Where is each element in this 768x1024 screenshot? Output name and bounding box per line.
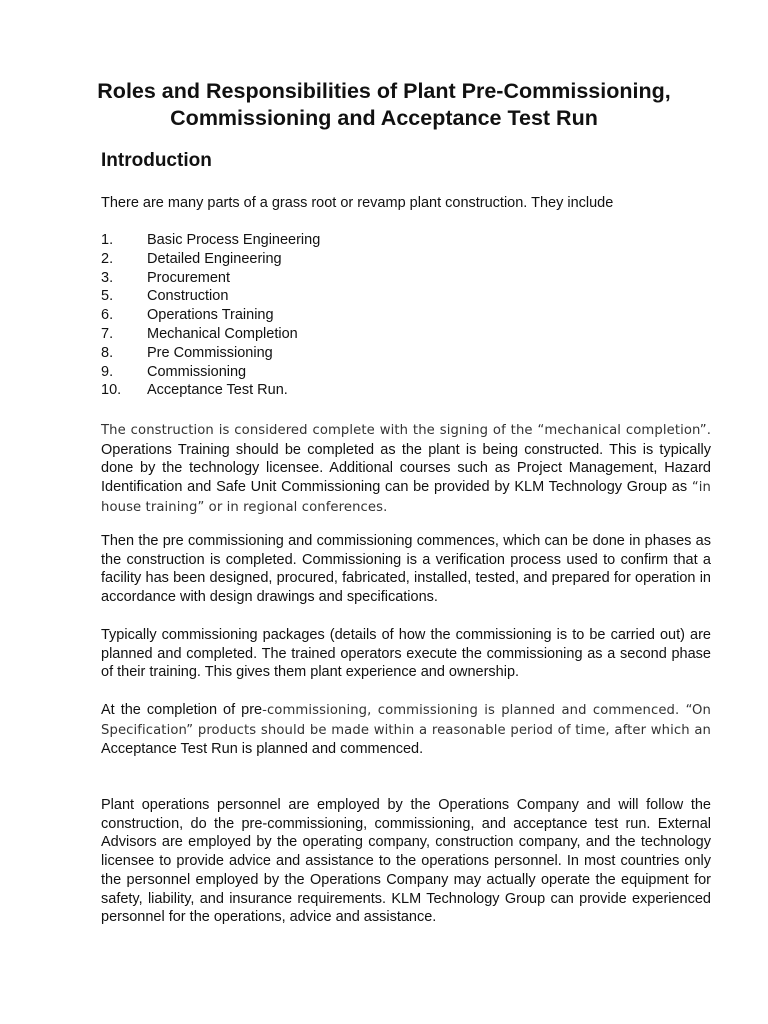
paragraph-commissioning-process: Then the pre commissioning and commissioning commences, which can be done in phases as the construction is completed. Commissioning is a verification process used to confirm that a facility has been designed, procured, fabricated, installed, tested, and prepared for operation in accordance with design drawings and specifications. xyxy=(101,533,711,606)
list-item-number: 10. xyxy=(101,382,122,399)
section-heading-introduction: Introduction xyxy=(101,150,212,171)
paragraph-segment: “in house training” or in regional conferences. xyxy=(101,480,711,515)
paragraph-commissioning-packages: Typically commissioning packages (details of how the commissioning is to be carried out) are planned and completed. The trained operators execute the commissioning as a second phase of their training. This gives them plant experience and ownership. xyxy=(101,627,711,681)
list-item xyxy=(101,250,711,269)
list-item-number: 2. xyxy=(101,250,114,267)
construction-parts-list xyxy=(101,231,711,400)
list-item-number: 8. xyxy=(101,344,114,361)
list-item xyxy=(101,287,711,306)
list-item-number: 6. xyxy=(101,307,114,324)
list-item-text: Pre Commissioning xyxy=(147,344,273,361)
list-item-text: Mechanical Completion xyxy=(147,325,298,342)
list-item-text: Operations Training xyxy=(147,307,274,324)
list-item xyxy=(101,269,711,288)
title-line-1: Roles and Responsibilities of Plant Pre-Commissioning, xyxy=(97,79,671,103)
paragraph-segment: Operations Training should be completed as the plant is being constructed. This is typically done by the technology licensee. Additional courses such as Project Management, Hazard Identification and Safe Unit Commissioning can be provided by KLM Technology Group as xyxy=(101,441,711,496)
paragraph-mechanical-completion xyxy=(101,421,711,518)
paragraph-segment: -commissioning, commissioning is planned and commenced. “On Specification” products should be made within a reasonable period of time, after which an xyxy=(101,703,711,738)
list-item-number: 5. xyxy=(101,288,114,305)
list-item xyxy=(101,325,711,344)
list-item-number: 3. xyxy=(101,269,114,286)
paragraph-segment: At the completion of pre xyxy=(101,702,263,718)
list-item-text: Construction xyxy=(147,288,229,305)
list-item xyxy=(101,231,711,250)
paragraph-acceptance-test xyxy=(101,701,711,759)
document-title xyxy=(60,78,708,132)
list-item xyxy=(101,306,711,325)
paragraph-segment: The construction is considered complete with the signing of the “mechanical completion”. xyxy=(101,423,711,438)
title-line-2: Commissioning and Acceptance Test Run xyxy=(170,106,598,130)
list-item-number: 7. xyxy=(101,325,114,342)
list-item-text: Detailed Engineering xyxy=(147,250,282,267)
list-item xyxy=(101,344,711,363)
paragraph-operations-personnel: Plant operations personnel are employed by the Operations Company and will follow the construction, do the pre-commissioning, commissioning, and acceptance test run. External Advisors are employed by the operating company, construction company, and the technology licensee to provide advice and assistance to the operations personnel. In most countries only the personnel employed by the Operations Company may actually operate the equipment for safety, liability, and insurance requirements. KLM Technology Group can provide experienced personnel for the operations, advice and assistance. xyxy=(101,797,711,926)
list-item-number: 9. xyxy=(101,363,114,380)
list-item-text: Acceptance Test Run. xyxy=(147,382,288,399)
list-item-text: Commissioning xyxy=(147,363,247,380)
list-item-number: 1. xyxy=(101,232,114,248)
intro-sentence: There are many parts of a grass root or revamp plant construction. They include xyxy=(101,195,614,211)
list-item-text: Basic Process Engineering xyxy=(147,232,321,248)
paragraph-segment: Acceptance Test Run is planned and commenced. xyxy=(101,741,424,758)
list-item-text: Procurement xyxy=(147,269,231,286)
list-item xyxy=(101,381,711,400)
list-item xyxy=(101,363,711,382)
